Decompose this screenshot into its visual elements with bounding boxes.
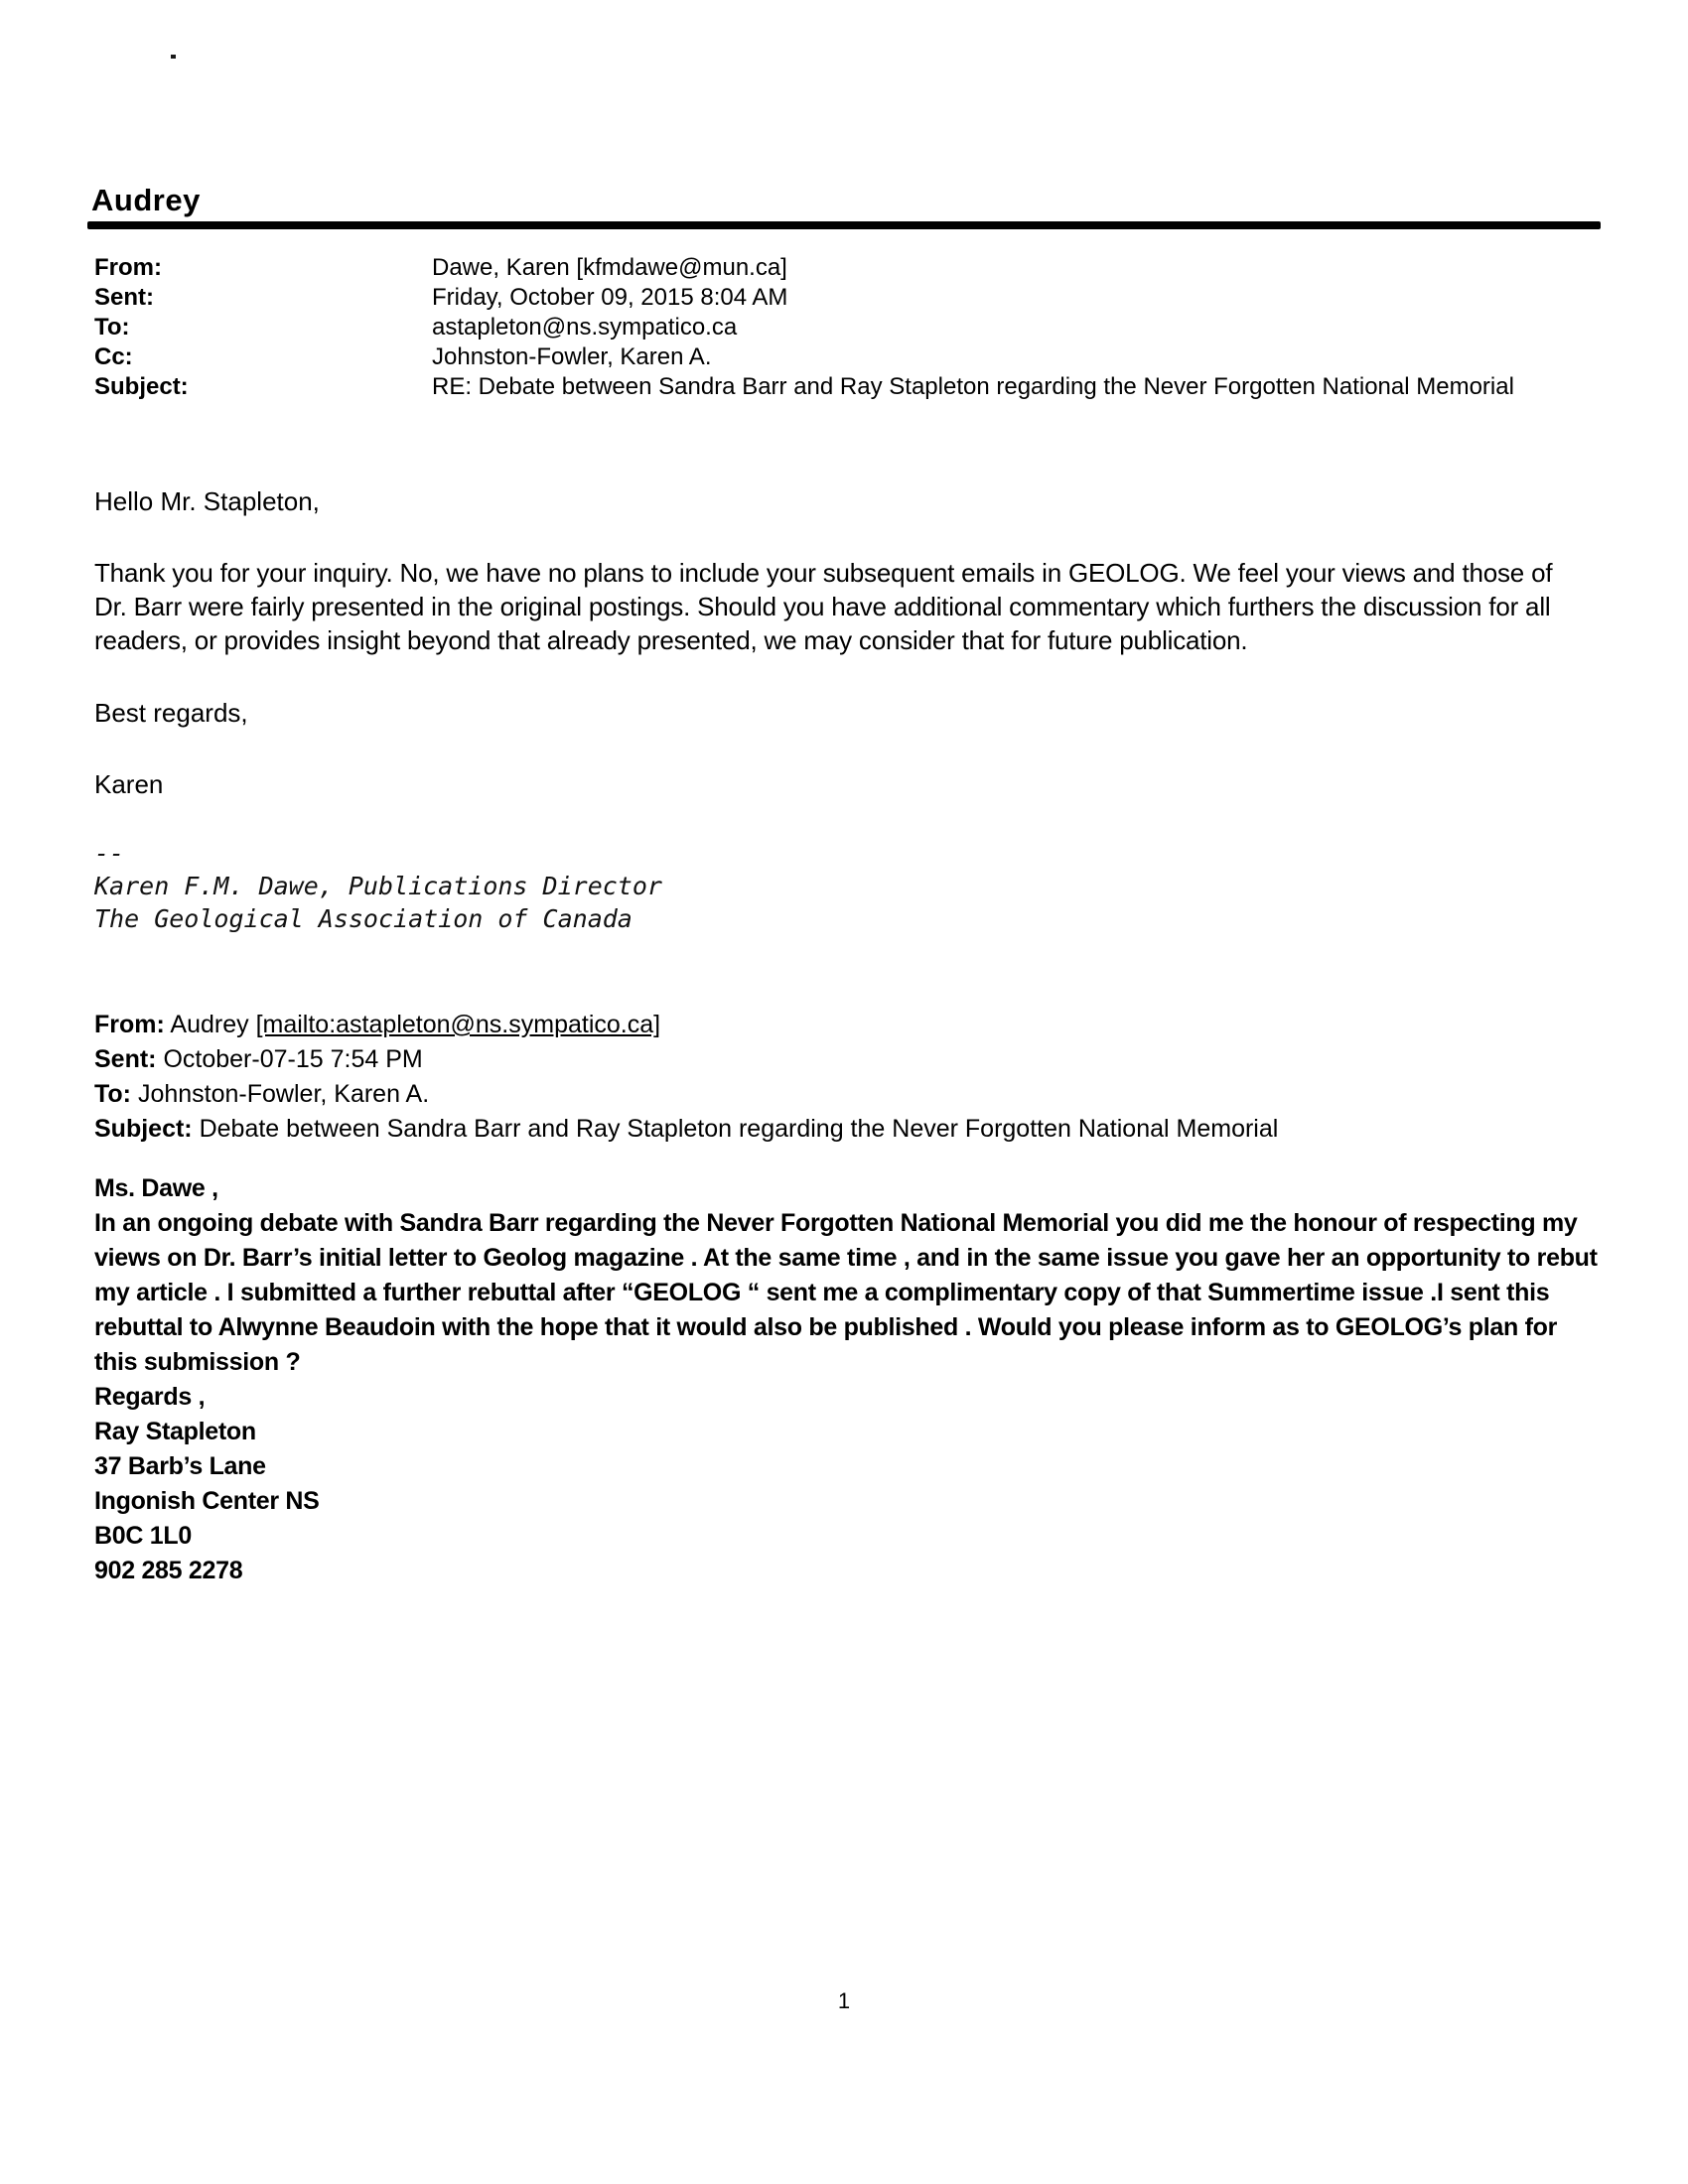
page-number: 1 xyxy=(837,1988,851,2013)
page-title: Audrey xyxy=(91,183,201,217)
email1-closing: Best regards, xyxy=(94,698,248,728)
quoted-header-row-to xyxy=(94,1077,1278,1112)
header-row-cc xyxy=(94,342,1514,372)
header-row-to xyxy=(94,313,1514,342)
from-label: From: xyxy=(94,254,162,281)
quoted-subject-label: Subject: xyxy=(94,1115,193,1143)
quoted-header-row-sent xyxy=(94,1042,1278,1077)
quoted-from-name: Audrey xyxy=(170,1011,249,1038)
quoted-salutation: Ms. Dawe , xyxy=(94,1174,218,1202)
signature-divider: -- xyxy=(94,839,125,868)
sent-label: Sent: xyxy=(94,284,154,311)
header-row-sent xyxy=(94,283,1514,313)
quoted-header-row-subject xyxy=(94,1112,1278,1147)
sender-city-line: Ingonish Center NS xyxy=(94,1487,320,1515)
subject-value: RE: Debate between Sandra Barr and Ray Stapleton regarding the Never Forgotten National Memorial xyxy=(432,373,1514,400)
header-row-from xyxy=(94,253,1514,283)
quoted-body-paragraph: In an ongoing debate with Sandra Barr regarding the Never Forgotten National Memorial you did me the honour of respecting my views on Dr. Barr’s initial letter to Geolog magazine . At the same time , and in the same issue you gave her an opportunity to rebut my article . I submitted a further rebuttal after “GEOLOG “ sent me a complimentary copy of that Summertime issue .I sent this rebuttal to Alwynne Beaudoin with the hope that it would also be published . Would you please inform as to GEOLOG’s plan for this submission ? xyxy=(94,1209,1598,1376)
cc-value: Johnston-Fowler, Karen A. xyxy=(432,343,712,370)
quoted-from-label: From: xyxy=(94,1011,165,1038)
mailto-link: [mailto:astapleton@ns.sympatico.ca] xyxy=(255,1011,661,1038)
email1-signature-name: Karen xyxy=(94,769,164,799)
scan-artifact-dot xyxy=(171,55,176,59)
email1-signature-block xyxy=(94,837,662,935)
signature-title: Karen F.M. Dawe, Publications Director xyxy=(94,872,662,900)
email1-header-block xyxy=(94,253,1514,402)
to-value: astapleton@ns.sympatico.ca xyxy=(432,314,738,341)
email1-body-paragraph: Thank you for your inquiry. No, we have no plans to include your subsequent emails in GEOLOG. We feel your views and those of Dr. Barr were fairly presented in the original postings. Should you have additional commentary which furthers the discussion for all readers, or provides insight beyond that already presented, we may consider that for future publication. xyxy=(94,558,1553,655)
quoted-header-row-from xyxy=(94,1008,1278,1042)
from-value: Dawe, Karen [kfmdawe@mun.ca] xyxy=(432,254,787,281)
heading-divider-rule xyxy=(87,221,1601,229)
header-row-subject xyxy=(94,372,1514,402)
quoted-closing: Regards , xyxy=(94,1383,206,1411)
email1-greeting: Hello Mr. Stapleton, xyxy=(94,486,320,516)
quoted-email-body-block xyxy=(94,1171,1604,1588)
cc-label: Cc: xyxy=(94,343,133,370)
quoted-subject-value: Debate between Sandra Barr and Ray Stapleton regarding the Never Forgotten National Memorial xyxy=(199,1115,1279,1143)
sender-street-line: 37 Barb’s Lane xyxy=(94,1452,266,1480)
quoted-sent-value: October-07-15 7:54 PM xyxy=(163,1045,423,1073)
to-label: To: xyxy=(94,314,130,341)
sent-value: Friday, October 09, 2015 8:04 AM xyxy=(432,284,788,311)
subject-label: Subject: xyxy=(94,373,189,400)
quoted-to-label: To: xyxy=(94,1080,132,1108)
sender-name-line: Ray Stapleton xyxy=(94,1418,256,1445)
sender-postal-line: B0C 1L0 xyxy=(94,1522,192,1550)
signature-org: The Geological Association of Canada xyxy=(94,904,633,933)
quoted-to-value: Johnston-Fowler, Karen A. xyxy=(137,1080,430,1108)
quoted-sent-label: Sent: xyxy=(94,1045,157,1073)
quoted-email-header-block xyxy=(94,1008,1278,1147)
sender-phone-line: 902 285 2278 xyxy=(94,1557,243,1584)
